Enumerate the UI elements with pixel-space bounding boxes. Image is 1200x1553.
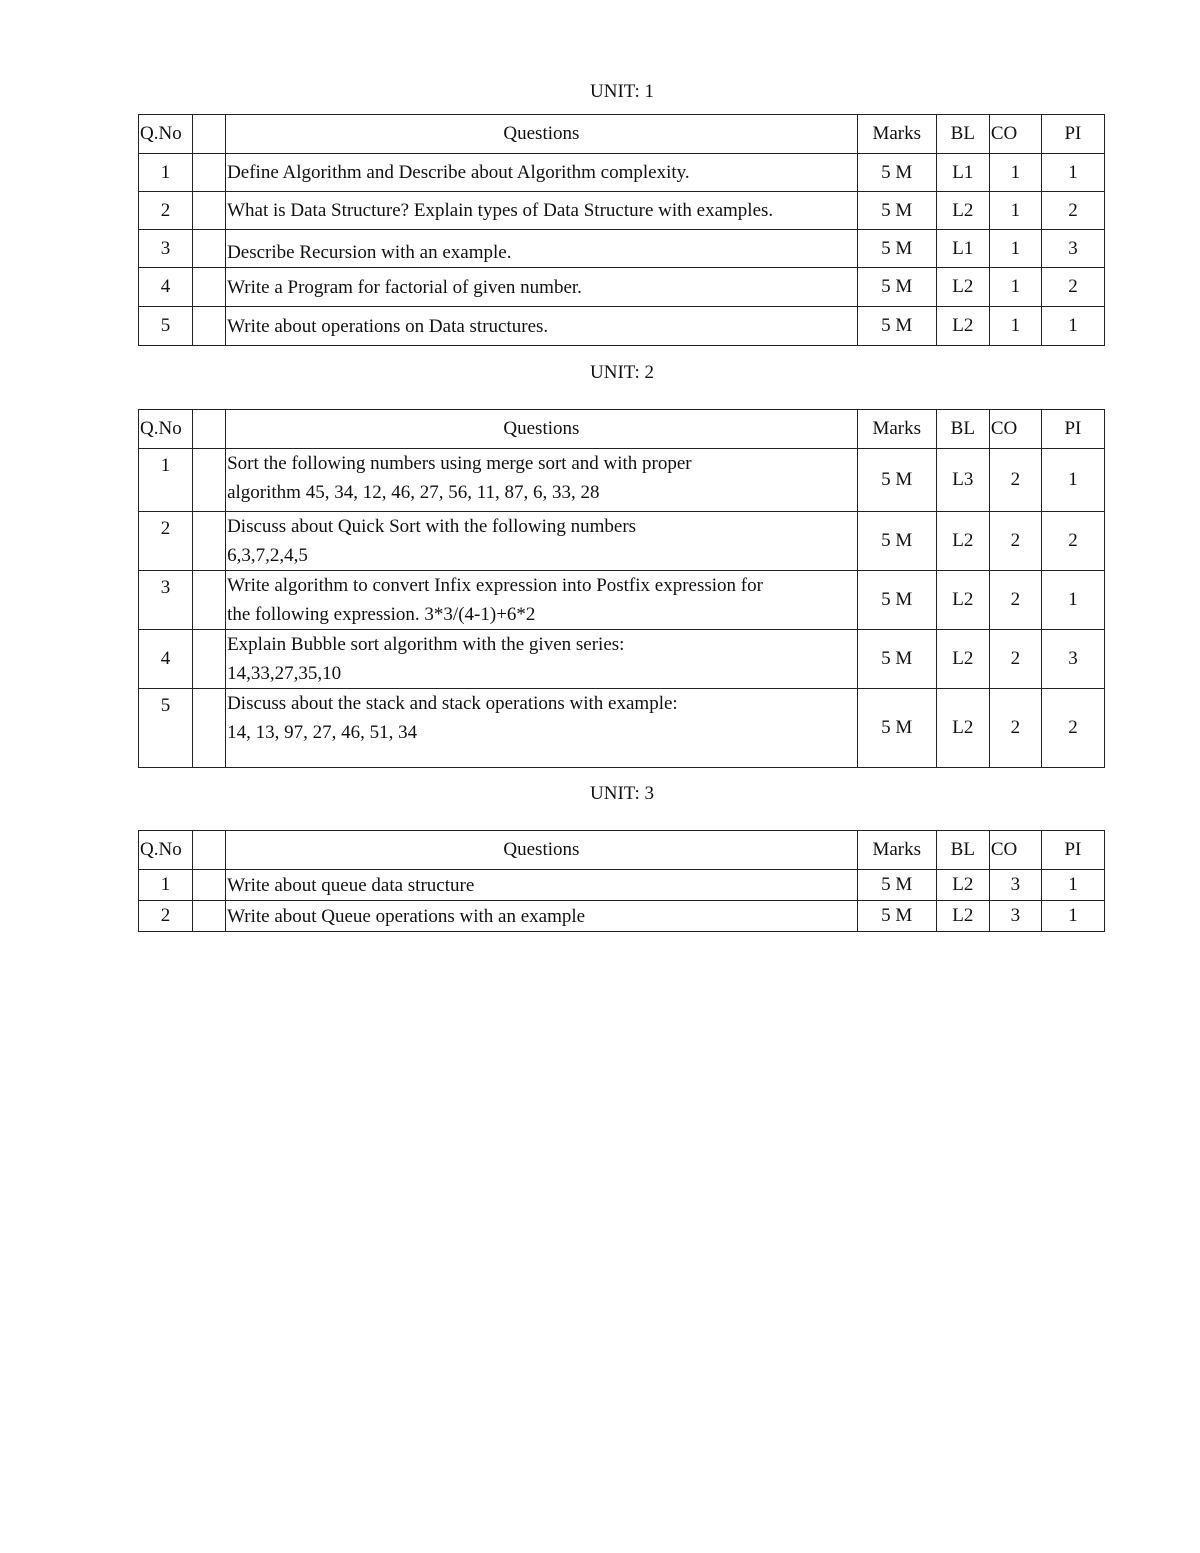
table-row xyxy=(139,230,1105,268)
marks-cell: 5 M xyxy=(857,307,936,346)
table-header-row xyxy=(139,831,1105,870)
marks-cell: 5 M xyxy=(857,154,936,192)
table-row xyxy=(139,870,1105,901)
bl-cell: L2 xyxy=(936,307,989,346)
pi-cell: 2 xyxy=(1041,192,1104,230)
blank-cell xyxy=(193,901,226,932)
pi-cell: 2 xyxy=(1041,689,1104,768)
blank-cell xyxy=(193,870,226,901)
question-line-1: Sort the following numbers using merge sort and with proper xyxy=(227,453,692,474)
question-line-1: Explain Bubble sort algorithm with the given series: xyxy=(227,634,625,655)
question-cell xyxy=(226,449,858,512)
marks-cell: 5 M xyxy=(857,230,936,268)
header-bl: BL xyxy=(936,115,989,154)
co-cell: 2 xyxy=(989,630,1041,689)
header-qno: Q.No xyxy=(139,410,193,449)
bl-cell: L2 xyxy=(936,268,989,307)
question-cell xyxy=(226,630,858,689)
marks-cell: 5 M xyxy=(857,449,936,512)
header-qno: Q.No xyxy=(139,115,193,154)
header-questions: Questions xyxy=(226,831,858,870)
qno-cell: 3 xyxy=(139,230,193,268)
marks-cell: 5 M xyxy=(857,689,936,768)
marks-cell: 5 M xyxy=(857,870,936,901)
blank-cell xyxy=(193,512,226,571)
table-row xyxy=(139,512,1105,571)
pi-cell: 1 xyxy=(1041,870,1104,901)
header-blank xyxy=(193,410,226,449)
question-line-2: the following expression. 3*3/(4-1)+6*2 xyxy=(227,604,536,625)
bl-cell: L2 xyxy=(936,630,989,689)
header-bl: BL xyxy=(936,410,989,449)
blank-cell xyxy=(193,630,226,689)
bl-cell: L2 xyxy=(936,192,989,230)
table-row xyxy=(139,689,1105,768)
header-blank xyxy=(193,115,226,154)
table-row xyxy=(139,268,1105,307)
header-pi: PI xyxy=(1041,410,1104,449)
header-co: CO xyxy=(989,831,1041,870)
marks-cell: 5 M xyxy=(857,630,936,689)
header-marks: Marks xyxy=(857,410,936,449)
qno-cell: 1 xyxy=(139,449,193,512)
header-co: CO xyxy=(989,115,1041,154)
marks-cell: 5 M xyxy=(857,268,936,307)
pi-cell: 3 xyxy=(1041,630,1104,689)
qno-cell: 2 xyxy=(139,901,193,932)
bl-cell: L3 xyxy=(936,449,989,512)
co-cell: 1 xyxy=(989,192,1041,230)
question-line-1: Write algorithm to convert Infix expression into Postfix expression for xyxy=(227,575,763,596)
bl-cell: L2 xyxy=(936,571,989,630)
pi-cell: 1 xyxy=(1041,307,1104,346)
unit-1-table xyxy=(138,114,1105,346)
blank-cell xyxy=(193,230,226,268)
bl-cell: L1 xyxy=(936,154,989,192)
table-row xyxy=(139,449,1105,512)
marks-cell: 5 M xyxy=(857,571,936,630)
header-marks: Marks xyxy=(857,115,936,154)
question-cell: What is Data Structure? Explain types of Data Structure with examples. xyxy=(226,192,858,230)
blank-cell xyxy=(193,268,226,307)
header-questions: Questions xyxy=(226,410,858,449)
qno-cell: 1 xyxy=(139,870,193,901)
co-cell: 1 xyxy=(989,230,1041,268)
header-blank xyxy=(193,831,226,870)
qno-cell: 5 xyxy=(139,307,193,346)
question-cell: Write a Program for factorial of given number. xyxy=(226,268,858,307)
unit-2-table xyxy=(138,409,1105,768)
co-cell: 1 xyxy=(989,307,1041,346)
co-cell: 2 xyxy=(989,689,1041,768)
question-cell xyxy=(226,512,858,571)
question-cell: Define Algorithm and Describe about Algorithm complexity. xyxy=(226,154,858,192)
pi-cell: 1 xyxy=(1041,901,1104,932)
qno-cell: 4 xyxy=(139,268,193,307)
table-row xyxy=(139,307,1105,346)
blank-cell xyxy=(193,307,226,346)
question-cell: Write about Queue operations with an example xyxy=(226,901,858,932)
question-cell xyxy=(226,571,858,630)
header-qno: Q.No xyxy=(139,831,193,870)
marks-cell: 5 M xyxy=(857,192,936,230)
bl-cell: L2 xyxy=(936,870,989,901)
unit-1-title: UNIT: 1 xyxy=(590,81,654,102)
header-co: CO xyxy=(989,410,1041,449)
bl-cell: L2 xyxy=(936,512,989,571)
pi-cell: 2 xyxy=(1041,512,1104,571)
qno-cell: 2 xyxy=(139,192,193,230)
blank-cell xyxy=(193,689,226,768)
question-cell: Write about queue data structure xyxy=(226,870,858,901)
question-line-2: algorithm 45, 34, 12, 46, 27, 56, 11, 87, 6, 33, 28 xyxy=(227,482,600,503)
co-cell: 3 xyxy=(989,870,1041,901)
table-header-row xyxy=(139,115,1105,154)
header-questions: Questions xyxy=(226,115,858,154)
pi-cell: 1 xyxy=(1041,571,1104,630)
qno-cell: 4 xyxy=(139,630,193,689)
pi-cell: 2 xyxy=(1041,268,1104,307)
co-cell: 1 xyxy=(989,154,1041,192)
co-cell: 2 xyxy=(989,512,1041,571)
question-cell xyxy=(226,689,858,768)
pi-cell: 1 xyxy=(1041,449,1104,512)
unit-2-title: UNIT: 2 xyxy=(590,362,654,383)
table-row xyxy=(139,571,1105,630)
question-cell: Describe Recursion with an example. xyxy=(226,230,858,268)
bl-cell: L1 xyxy=(936,230,989,268)
question-line-1: Discuss about Quick Sort with the following numbers xyxy=(227,516,637,537)
header-bl: BL xyxy=(936,831,989,870)
blank-cell xyxy=(193,571,226,630)
qno-cell: 1 xyxy=(139,154,193,192)
header-pi: PI xyxy=(1041,831,1104,870)
question-line-2: 14,33,27,35,10 xyxy=(227,663,342,684)
qno-cell: 5 xyxy=(139,689,193,768)
marks-cell: 5 M xyxy=(857,512,936,571)
marks-cell: 5 M xyxy=(857,901,936,932)
table-row xyxy=(139,154,1105,192)
co-cell: 2 xyxy=(989,571,1041,630)
bl-cell: L2 xyxy=(936,901,989,932)
question-cell: Write about operations on Data structures. xyxy=(226,307,858,346)
table-row xyxy=(139,901,1105,932)
question-line-1: Discuss about the stack and stack operations with example: xyxy=(227,693,678,714)
co-cell: 2 xyxy=(989,449,1041,512)
table-row xyxy=(139,630,1105,689)
pi-cell: 3 xyxy=(1041,230,1104,268)
co-cell: 3 xyxy=(989,901,1041,932)
header-pi: PI xyxy=(1041,115,1104,154)
table-row xyxy=(139,192,1105,230)
co-cell: 1 xyxy=(989,268,1041,307)
question-line-2: 14, 13, 97, 27, 46, 51, 34 xyxy=(227,722,418,743)
question-line-2: 6,3,7,2,4,5 xyxy=(227,545,308,566)
header-marks: Marks xyxy=(857,831,936,870)
qno-cell: 2 xyxy=(139,512,193,571)
unit-3-title: UNIT: 3 xyxy=(590,783,654,804)
bl-cell: L2 xyxy=(936,689,989,768)
blank-cell xyxy=(193,192,226,230)
pi-cell: 1 xyxy=(1041,154,1104,192)
blank-cell xyxy=(193,154,226,192)
unit-3-table xyxy=(138,830,1105,932)
qno-cell: 3 xyxy=(139,571,193,630)
table-header-row xyxy=(139,410,1105,449)
blank-cell xyxy=(193,449,226,512)
